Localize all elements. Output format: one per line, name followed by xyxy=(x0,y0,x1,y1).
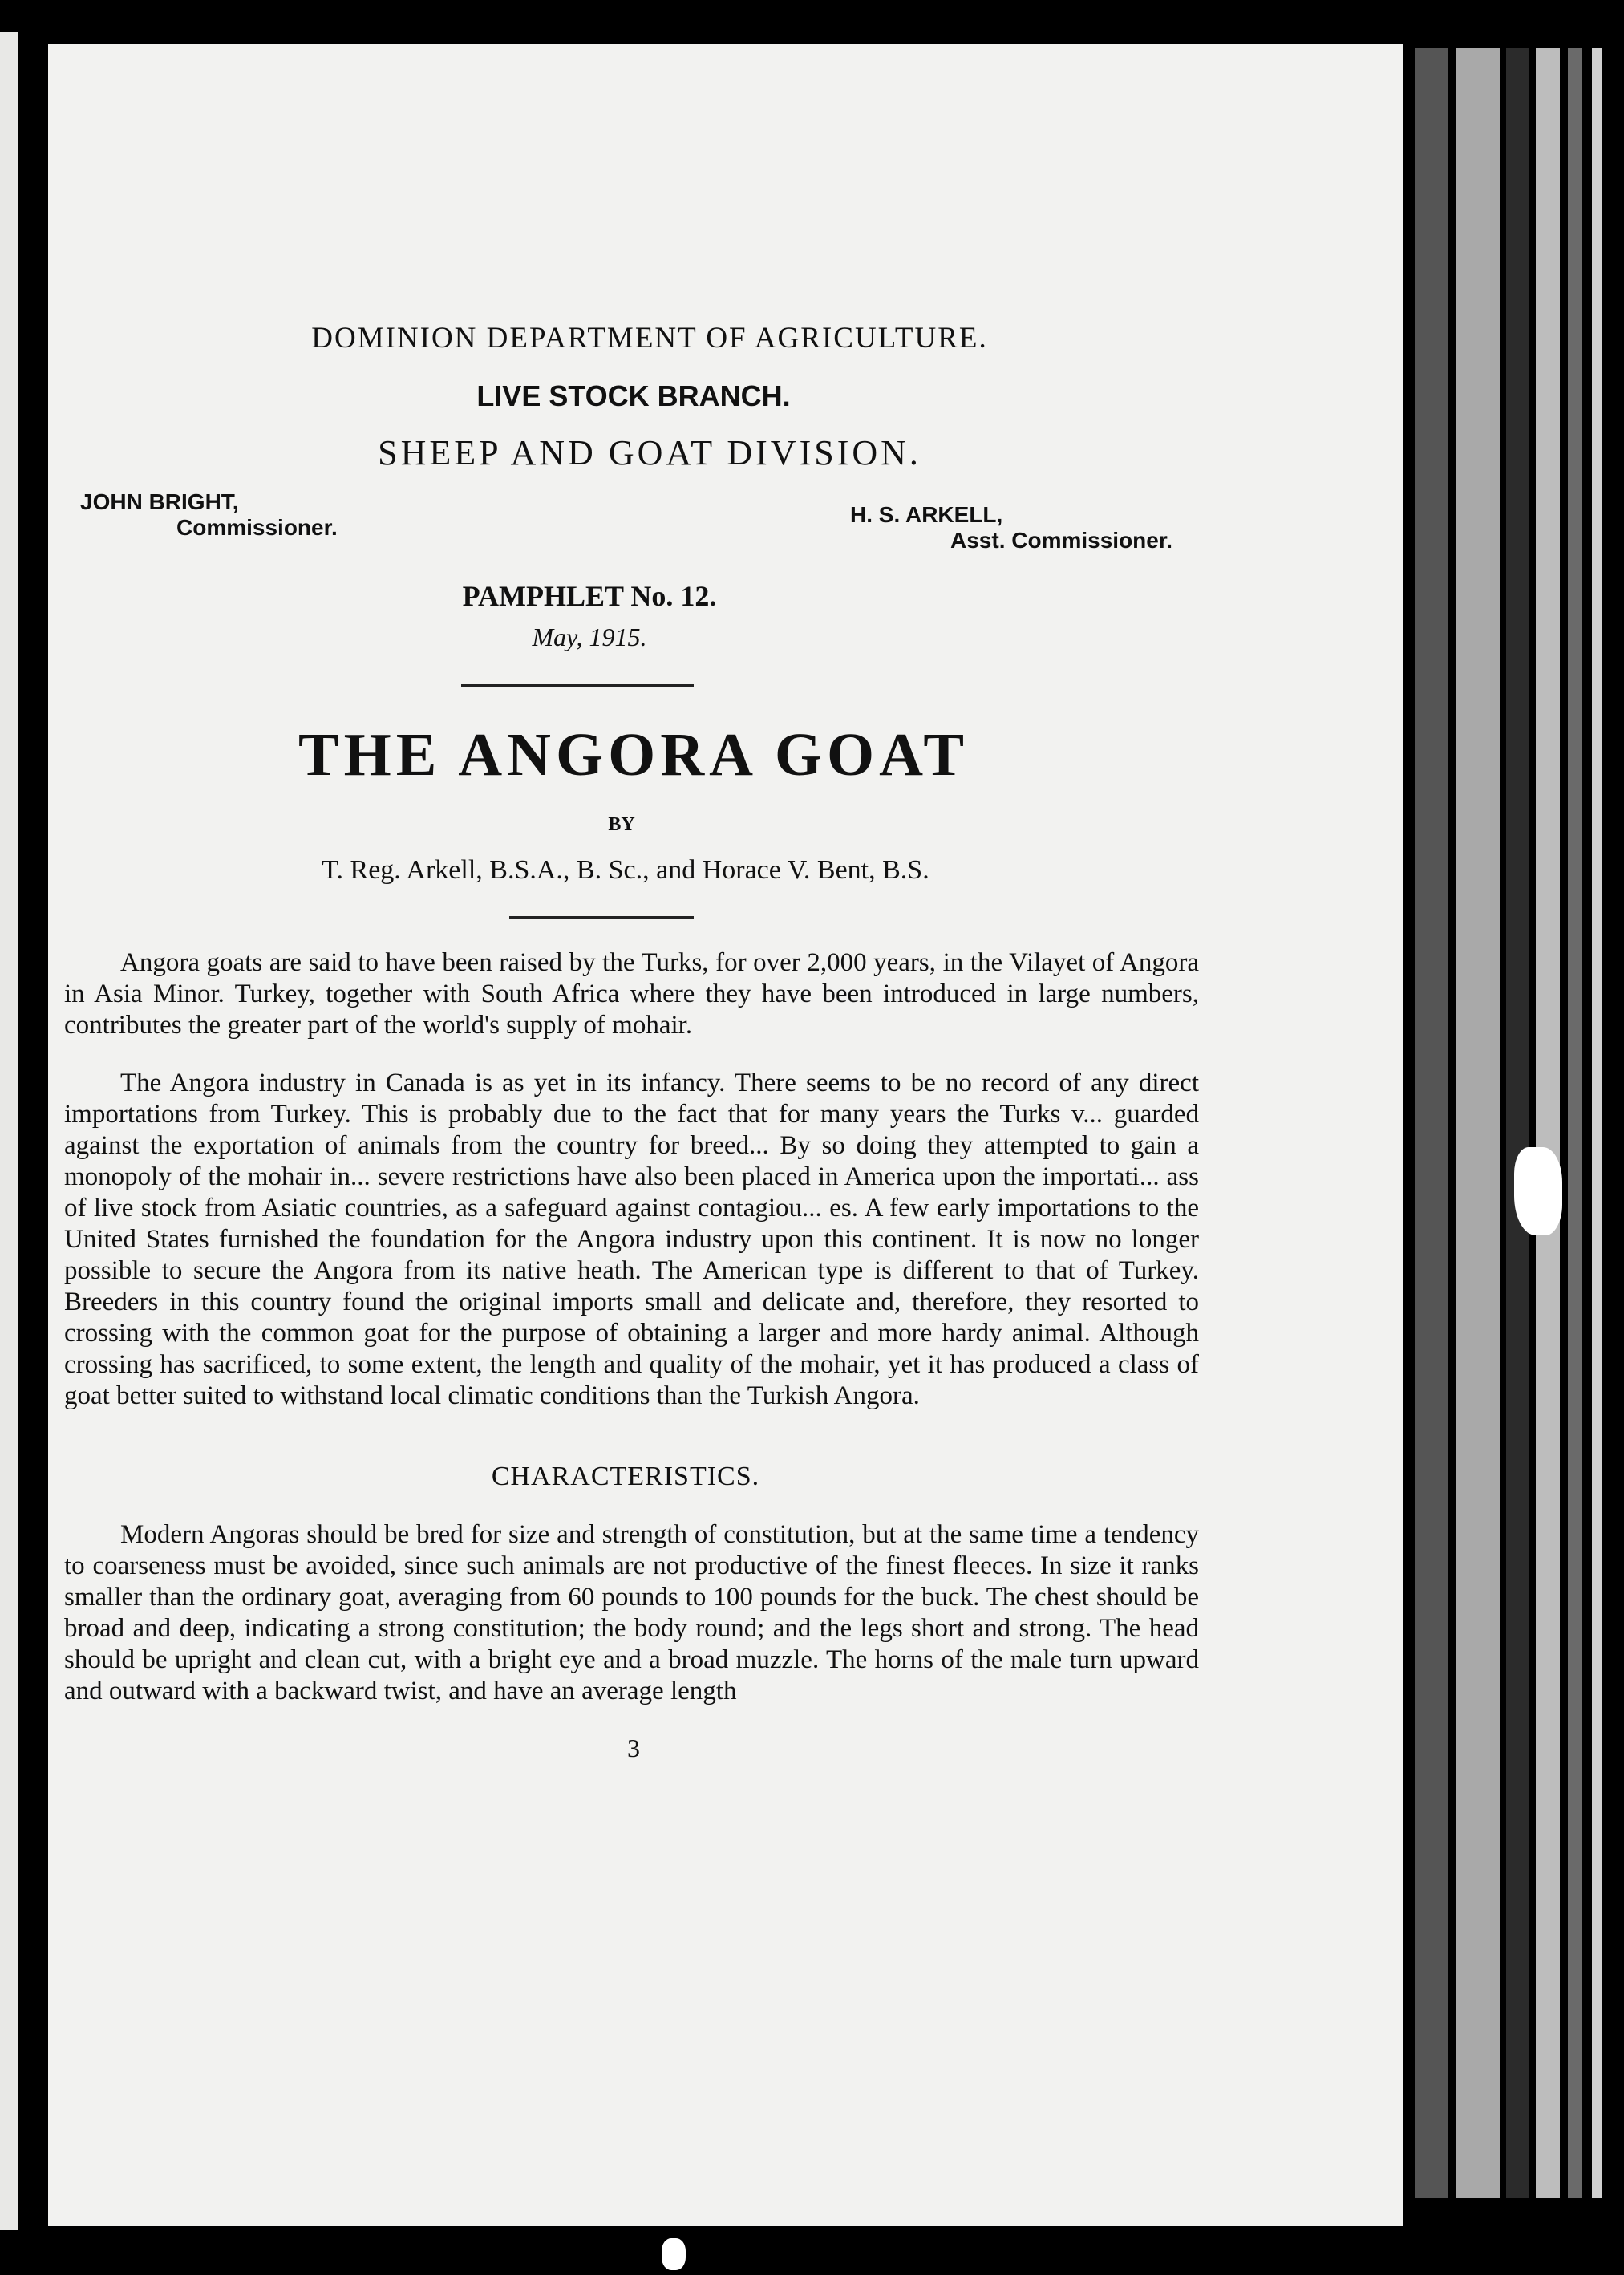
page-stack-edge xyxy=(1536,48,1560,2198)
scan-speck xyxy=(662,2238,686,2270)
section-heading: CHARACTERISTICS. xyxy=(491,1462,760,1491)
asst-commissioner-name: H. S. ARKELL, xyxy=(850,502,1003,527)
officials-block xyxy=(64,489,1203,562)
byline-by: BY xyxy=(608,814,635,835)
page-stack-edge xyxy=(1568,48,1582,2198)
department-heading: DOMINION DEPARTMENT OF AGRICULTURE. xyxy=(311,322,988,355)
body-paragraph: Angora goats are said to have been raised by the Turks, for over 2,000 years, in the Vilayet of Angora in Asia Minor. Turkey, together with South Africa where they have been introduced in large numbers, contributes the greater part of the world's supply of mohair. xyxy=(64,948,1199,1040)
commissioner-block xyxy=(80,489,338,541)
asst-commissioner-block xyxy=(850,502,1172,554)
commissioner-name: JOHN BRIGHT, xyxy=(80,489,239,514)
page-stack-edge xyxy=(1415,48,1448,2198)
document-title: THE ANGORA GOAT xyxy=(298,721,970,789)
division-heading: SHEEP AND GOAT DIVISION. xyxy=(378,433,921,472)
divider-rule xyxy=(461,684,694,687)
body-paragraph: Modern Angoras should be bred for size and strength of constitution, but at the same time a tendency to coarseness must be avoided, since such animals are not productive of the finest fleeces. In size it ranks smaller than the ordinary goat, averaging from 60 pounds to 100 pounds for the buck. The chest should be broad and deep, indicating a strong constitution; the body round; and the legs short and strong. The head should be upright and clean cut, with a bright eye and a broad muzzle. The horns of the male turn upward and outward with a backward twist, and have an average length xyxy=(64,1520,1199,1705)
page-stack-edge xyxy=(1506,48,1529,2198)
page-stack-edge xyxy=(1456,48,1500,2198)
commissioner-title: Commissioner. xyxy=(176,515,338,540)
asst-commissioner-title: Asst. Commissioner. xyxy=(950,528,1172,553)
page-stack-edge xyxy=(1592,48,1602,2198)
body-paragraph: The Angora industry in Canada is as yet in its infancy. There seems to be no record of any direct importations from Turkey. This is probably due to the fact that for many years the Turks v... guarded against the exportation of animals from the country for breed... By so doing they attempted to gain a monopoly of the mohair in... severe restrictions have also been placed in America upon the importati... ass of live stock from Asiatic countries, as a safeguard against contagiou... es. A few early importations to the United States furnished the foundation for the Angora industry upon this continent. It is now no longer possible to secure the Angora from its native heath. The American type is different to that of Turkey. Breeders in this country found the original imports small and delicate and, therefore, they resorted to crossing with the common goat for the purpose of obtaining a larger and more hardy animal. Although crossing has sacrificed, to some extent, the length and quality of the mohair, yet it has produced a class of goat better suited to withstand local climatic conditions than the Turkish Angora. xyxy=(64,1069,1199,1410)
page-content xyxy=(64,313,1203,1763)
pamphlet-number: PAMPHLET No. 12. xyxy=(462,580,717,612)
scan-blot xyxy=(1514,1147,1562,1235)
pamphlet-date: May, 1915. xyxy=(532,622,647,651)
divider-rule xyxy=(509,916,694,919)
branch-heading: LIVE STOCK BRANCH. xyxy=(476,379,791,412)
page-number: 3 xyxy=(627,1734,640,1762)
byline-authors: T. Reg. Arkell, B.S.A., B. Sc., and Horace V. Bent, B.S. xyxy=(322,855,929,885)
left-page-edge xyxy=(0,32,18,2230)
